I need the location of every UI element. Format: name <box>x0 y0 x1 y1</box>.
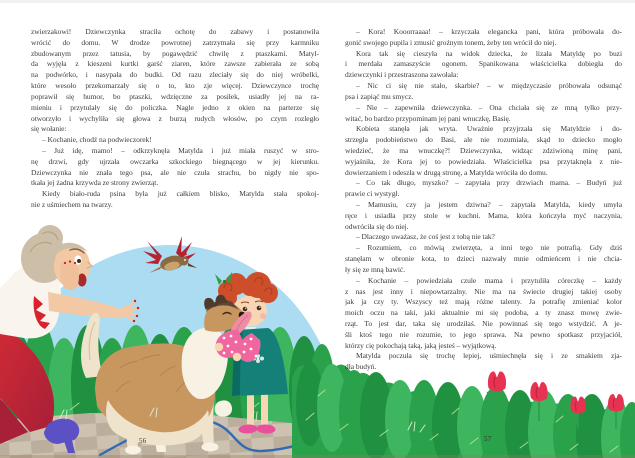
right-page-text <box>345 27 622 373</box>
text-line: wiedzieć, że ma wnuczkę?! Dziewczynka, widząc zdziwioną minę pani, <box>345 145 622 155</box>
text-line: Dziewczynka nie znała tego psa, ale nie czuła strachu, bo nigdy nie spo- <box>31 167 319 177</box>
text-line: stanęłam w obronie kota, to dzieci nazwały mnie odmieńcem i nie chcia- <box>345 254 622 264</box>
text-line: moich oczu na taki, jaki aktualnie mi się podoba, a ty znasz mowę zwie- <box>345 308 622 318</box>
text-line: i merdała zamaszyście ogonem. Spanikowana właścicielka dobiegła do <box>345 59 622 69</box>
text-line: – Już idę, mamo! – odkrzyknęła Matylda i już miała ruszyć w stro- <box>42 145 319 155</box>
page-number-left: 56 <box>139 437 147 445</box>
text-line: – Nic ci się nie stało, skarbie? – w międzyczasie próbowała odsunąć <box>356 81 622 91</box>
text-line: strzegła podobieństwo do Basi, ale nie rozumiała, skąd to dziecko mogło <box>345 135 622 145</box>
text-line: które wesoło przekomarzały się o to, kto zje więcej. Dziewczynce trochę <box>31 81 319 91</box>
text-line: prawie ci wystygł. <box>345 189 400 199</box>
text-line: – Mamusiu, czy ja jestem dziwna? – zapytała Matylda, kiedy umyła <box>356 200 622 209</box>
text-line: ręce i usiadła przy stole w kuchni. Mama, która kończyła myć naczynia, <box>345 210 622 220</box>
text-line: na podwórko, i nasypała do budki. Od razu zleciały się do niej wróbelki, <box>31 70 319 80</box>
text-line: nie z uśmiechem na twarzy. <box>31 200 113 209</box>
text-line: jak ja czy ty. Wszyscy też mają różne talenty. Ja potrafię zmieniać kolor <box>345 297 622 307</box>
text-line: – Kora! Kooorraaaa! – krzyczała elegancka pani, która próbowała do- <box>356 27 622 36</box>
text-line: tkała jej żadna krzywda ze strony zwierząt. <box>31 178 159 188</box>
text-line: otworzyło i wychyliła się głowa z burzą rudych włosów, po czym rozległo <box>31 113 319 123</box>
text-line: – Nie – zapewniła dziewczynka. – Ona chciała się ze mną tylko przy- <box>356 102 622 112</box>
text-line: da wyjęła z kieszeni kurtki garść ziaren, które zawsze zabierała ze sobą <box>31 59 319 69</box>
left-page-text <box>31 27 319 211</box>
page-number-right: 57 <box>484 435 492 443</box>
text-line: odwróciła się do niej. <box>345 221 409 231</box>
text-line: Kiedy biało-ruda psina była już całkiem blisko, Matylda stała spokoj- <box>42 189 319 199</box>
text-line: śli ktoś tego nie rozumie, to jego sprawa. Na pewno spotkasz przyjaciół, <box>345 329 622 339</box>
text-line: Kobieta stanęła jak wryta. Uważnie przyjrzała się Matyldzie i do- <box>356 124 622 134</box>
text-line: mieniu i przytulały się do policzka. Nagle jedno z okien na parterze się <box>31 102 319 112</box>
text-line: – Kochanie – powiedziała czule mama i przytuliła córeczkę – każdy <box>356 275 622 285</box>
text-line: psa i zapiąć mu smycz. <box>345 91 414 101</box>
text-line: zwierzakowi! Dziewczynka straciła ochotę do zabawy i postanowiła <box>31 27 319 36</box>
text-line: z nas jest inny i niepowtarzalny. Nie ma na świecie drugiej takiej osoby <box>345 286 622 296</box>
text-line: Kora tak się cieszyła na widok dziecka, że lizała Matyldę po buzi <box>356 48 622 58</box>
text-line: dła budyń. <box>345 362 377 372</box>
text-line: nę drzwi, gdy ujrzała owczarka szkockiego biegnącego w jej kierunku. <box>31 156 319 166</box>
text-line: zbudowanym przez tatusia, by pogawędzić chwilę z ptaszkami. Matyl- <box>31 48 319 58</box>
text-line: – Rozumiem, co mówią zwierzęta, a inni tego nie potrafią. Gdy dziś <box>356 243 622 253</box>
text-line: – Kochanie, chodź na podwieczorek! <box>42 135 152 145</box>
text-line: dowierzaniem i odeszła w drugą stronę, a Matylda wróciła do domu. <box>345 167 548 177</box>
text-line: którzy cię pokochają taką, jaką jesteś – wyjątkową. <box>345 340 497 350</box>
text-line: witać, bo bardzo przypominam jej pani wnuczkę, Basię. <box>345 113 511 123</box>
text-line: – Dlaczego uważasz, że coś jest z tobą nie tak? <box>356 232 495 242</box>
text-line: rząt. To jest dar, taka się urodziłaś. Nie powinnaś się tego wstydzić. A je- <box>345 318 622 328</box>
text-line: ły się ze mną bawić. <box>345 264 406 274</box>
text-line: Matylda poczuła się trochę lepiej, uśmiechnęła się i ze smakiem zja- <box>356 351 622 361</box>
text-line: gonić swojego pupila i zmusić groźnym tonem, żeby ten wrócił do niej. <box>345 37 557 47</box>
text-line: wrócić do domu. W drodze powrotnej zatrzymała się przy karmniku <box>31 37 319 47</box>
text-line: wyjaśniła, że Kora jej to powiedziała. Właścicielka psa przytaknęła z nie- <box>345 156 622 166</box>
text-line: poprawił się humor, bo ptaszki, wdzięczne za posiłek, usiadły jej na ra- <box>31 91 319 101</box>
illustration-hedge-right <box>292 361 635 458</box>
text-line: dziewczynki i przestraszona zawołała: <box>345 70 459 80</box>
text-line: się wołanie: <box>31 124 67 134</box>
text-line: – Co tak długo, myszko? – zapytała przy drzwiach mama. – Budyń już <box>356 178 622 188</box>
